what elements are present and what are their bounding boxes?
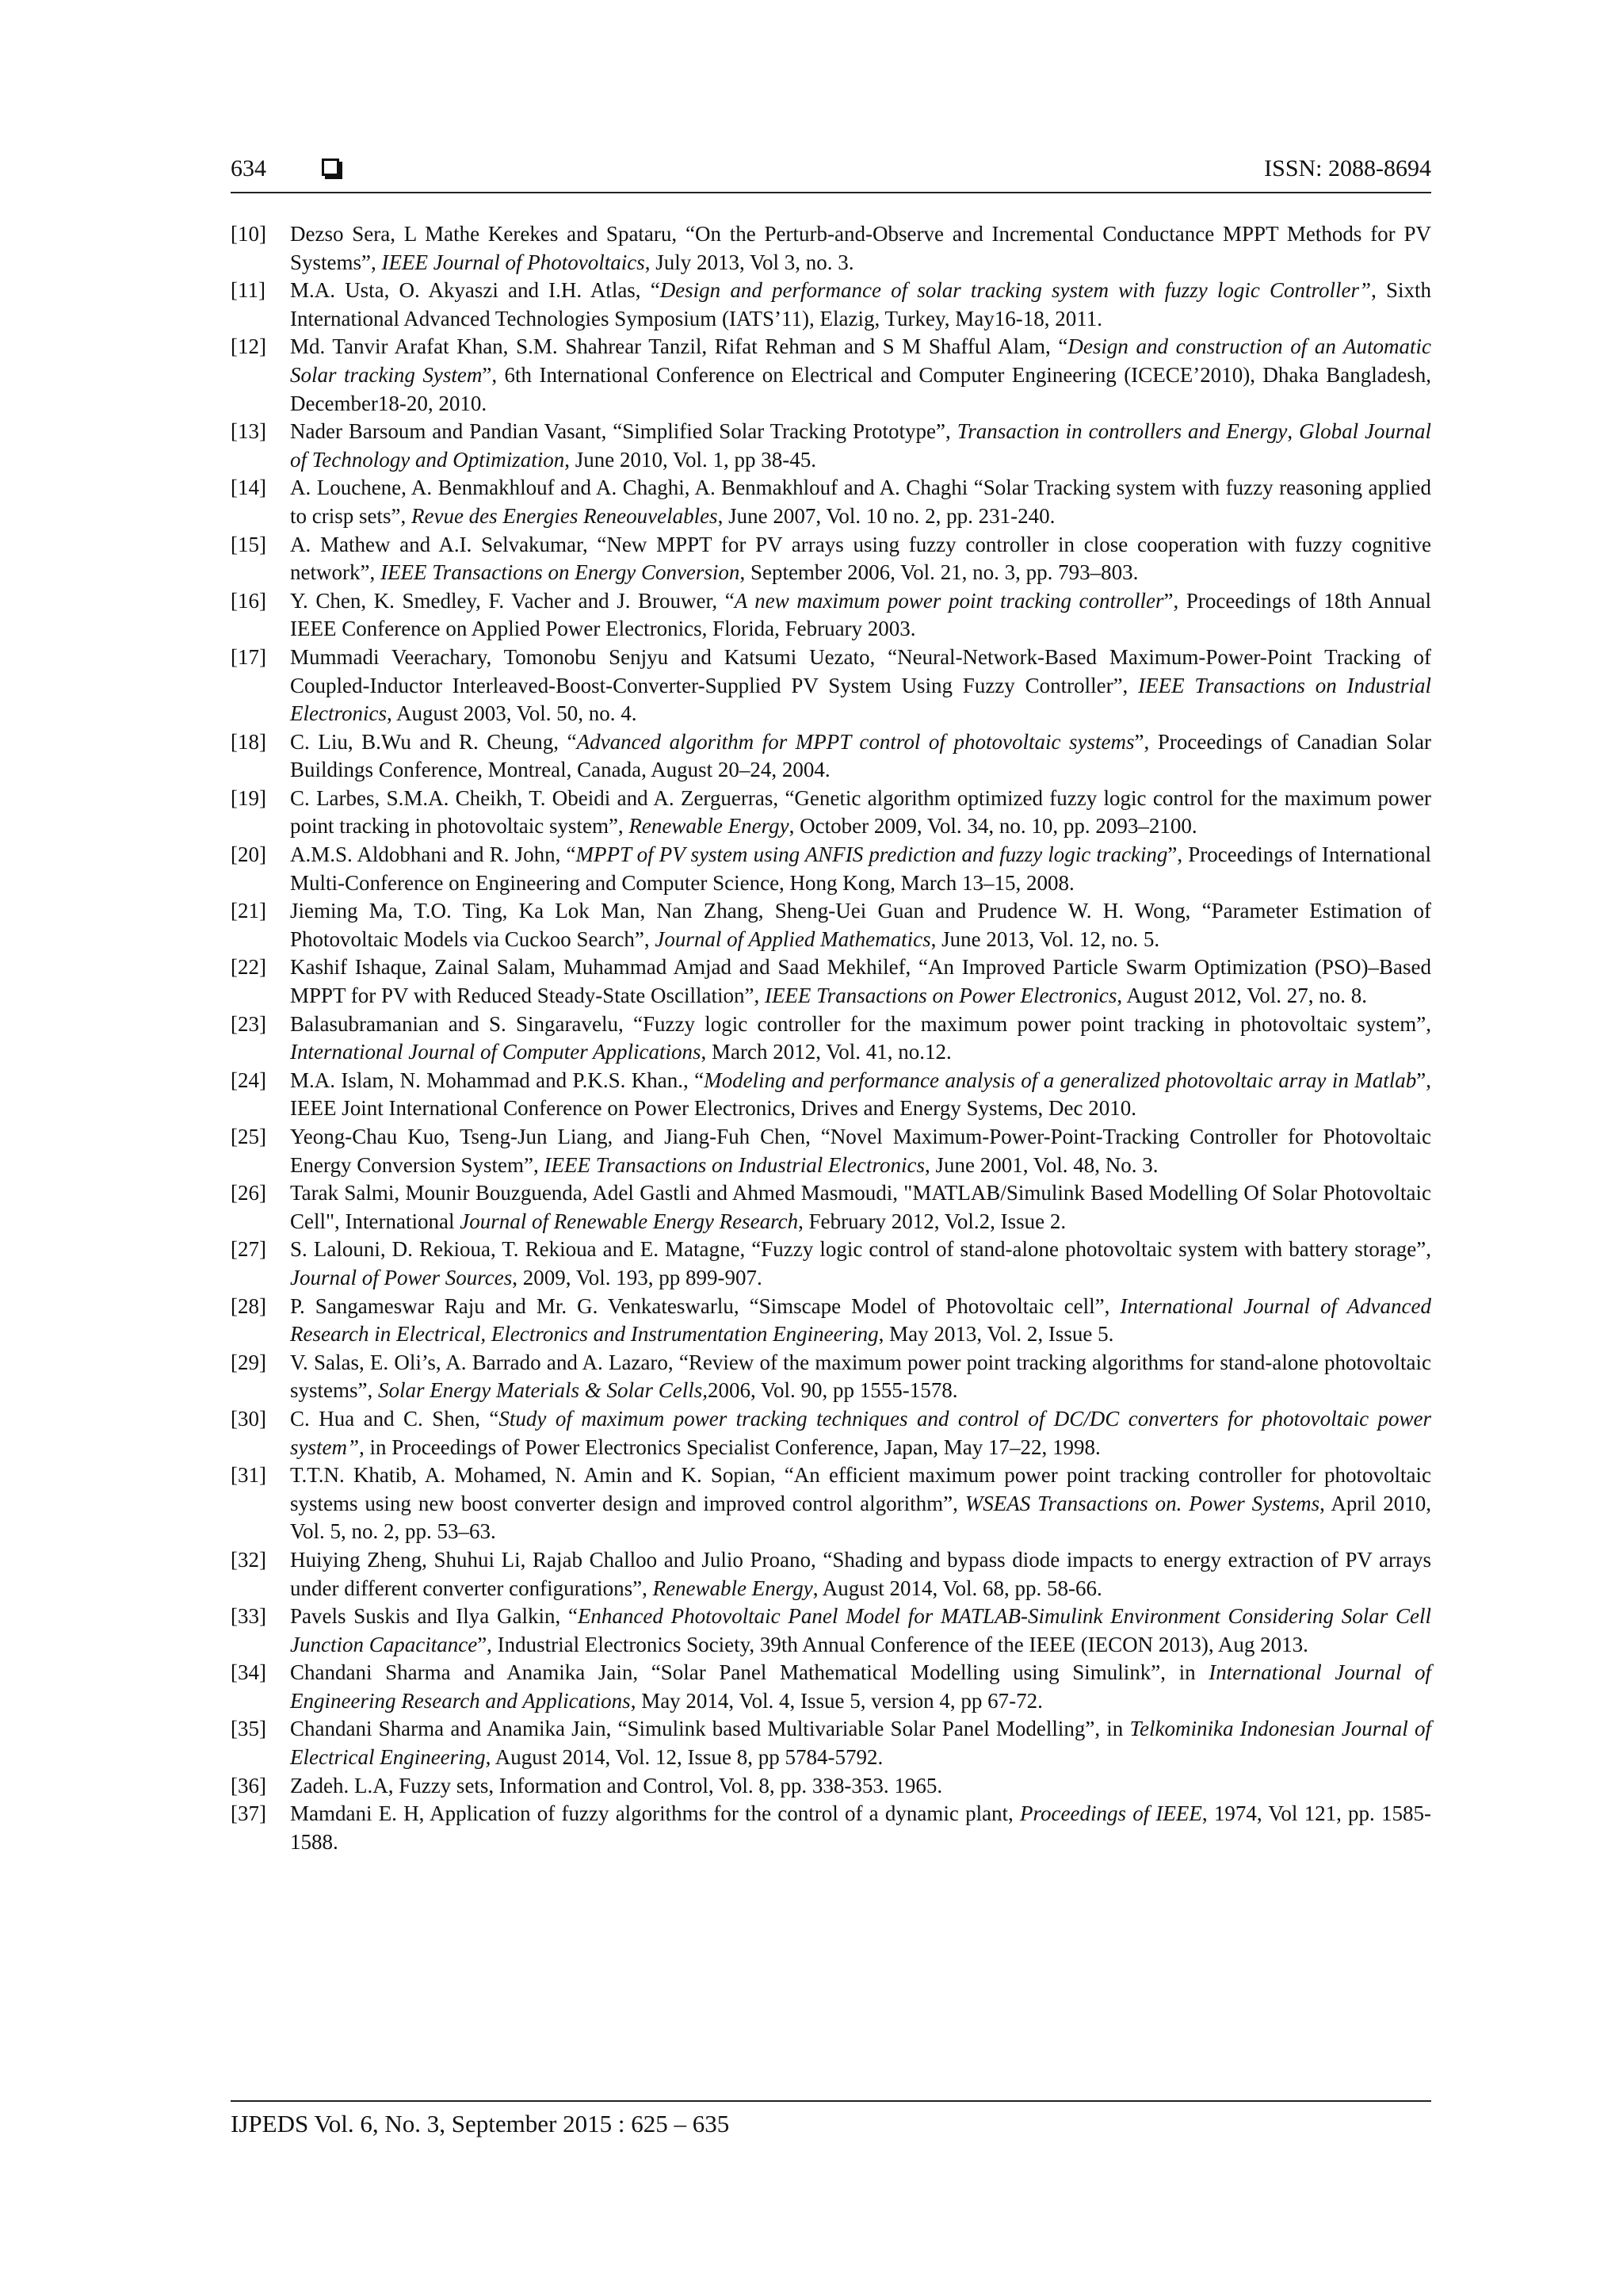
- reference-number: [16]: [231, 588, 266, 613]
- reference-text-segment: V. Salas, E. Oli’s, A. Barrado and A. Lazaro, “Review of the maximum power point tracking algorithms for stand-alone photovoltaic systems”,: [290, 1350, 1431, 1403]
- reference-text: [290, 1407, 1431, 1459]
- reference-text-segment: P. Sangameswar Raju and Mr. G. Venkateswarlu, “Simscape Model of Photovoltaic cell”,: [290, 1293, 1121, 1318]
- reference-item: [231, 1293, 1431, 1349]
- reference-number: [15]: [231, 532, 266, 556]
- reference-item: [231, 1405, 1431, 1461]
- reference-source-italic: IEEE Transactions on Industrial Electronics: [290, 673, 1432, 726]
- reference-source-italic: IEEE Journal of Photovoltaics: [381, 250, 645, 274]
- reference-source-italic: Journal of Power Sources: [290, 1265, 513, 1289]
- journal-citation: IJPEDS Vol. 6, No. 3, September 2015 : 625 – 635: [231, 2110, 730, 2137]
- reference-item: [231, 474, 1431, 530]
- reference-list: [231, 220, 1431, 1856]
- reference-text-segment: August 2014, Vol. 12, Issue 8, pp 5784-5792.: [491, 1745, 884, 1770]
- reference-source-italic: Design and performance of solar tracking system with fuzzy logic Controller”: [659, 278, 1372, 303]
- reference-source-italic: Renewable Energy: [652, 1576, 813, 1600]
- reference-text: [290, 222, 1431, 274]
- reference-text-segment: Kashif Ishaque, Zainal Salam, Muhammad Amjad and Saad Mekhilef, “An Improved Particle Swarm Optimization (PSO)–Based MPPT for PV with Reduced Steady-State Oscillation”,: [290, 955, 1431, 1008]
- reference-text: [290, 1801, 1431, 1854]
- reference-number: [11]: [231, 278, 265, 303]
- reference-item: [231, 1659, 1431, 1715]
- reference-source-italic: Transaction in controllers and Energy: [957, 419, 1288, 444]
- reference-text-segment: , July 2013, Vol 3, no. 3.: [644, 250, 854, 274]
- reference-text-segment: Chandani Sharma and Anamika Jain, “Simulink based Multivariable Solar Panel Modelling”, in: [290, 1717, 1130, 1741]
- reference-text: [290, 334, 1431, 415]
- reference-text-segment: ”, Industrial Electronics Society, 39th Annual Conference of the IEEE (IECON 2013), Aug 2013.: [477, 1632, 1308, 1656]
- reference-source-italic: Modeling and performance analysis of a generalized photovoltaic array in Matlab: [704, 1068, 1417, 1092]
- reference-text-segment: ”, Proceedings of 18th Annual IEEE Conference on Applied Power Electronics, Florida, February 2003.: [290, 588, 1431, 641]
- reference-text-segment: , June 2001, Vol. 48, No. 3.: [924, 1152, 1159, 1177]
- reference-item: [231, 1546, 1431, 1603]
- reference-number: [19]: [231, 785, 266, 810]
- reference-text-segment: Tarak Salmi, Mounir Bouzguenda, Adel Gastli and Ahmed Masmoudi, "MATLAB/Simulink Based Modelling Of Solar Photovoltaic Cell", International: [290, 1181, 1431, 1233]
- reference-number: [26]: [231, 1181, 266, 1205]
- reference-source-italic: IEEE Transactions on Industrial Electronics: [544, 1152, 925, 1177]
- reference-text-segment: Yeong-Chau Kuo, Tseng-Jun Liang, and Jiang-Fuh Chen, “Novel Maximum-Power-Point-Tracking Controller for Photovoltaic Energy Conversion System”,: [290, 1125, 1431, 1177]
- reference-number: [32]: [231, 1547, 266, 1572]
- reference-text: [290, 955, 1431, 1007]
- reference-text: [290, 842, 1431, 895]
- reference-item: [231, 1067, 1431, 1123]
- reference-source-italic: Enhanced Photovoltaic Panel Model for MATLAB-Simulink Environment Considering Solar Cell Junction Capacitance: [290, 1604, 1431, 1656]
- reference-number: [37]: [231, 1801, 266, 1826]
- reference-number: [23]: [231, 1011, 266, 1036]
- reference-number: [29]: [231, 1350, 266, 1374]
- reference-item: [231, 1010, 1431, 1067]
- reference-number: [24]: [231, 1068, 266, 1092]
- reference-text-segment: , May 2014, Vol. 4, Issue 5, version 4, pp 67-72.: [630, 1688, 1043, 1713]
- reference-text-segment: Balasubramanian and S. Singaravelu, “Fuzzy logic controller for the maximum power point tracking in photovoltaic system”,: [290, 1011, 1431, 1036]
- reference-text: [290, 1237, 1431, 1289]
- reference-text-segment: , 1974, Vol 121, pp. 1585-1588.: [290, 1801, 1431, 1854]
- reference-text-segment: Nader Barsoum and Pandian Vasant, “Simplified Solar Tracking Prototype”,: [290, 419, 957, 444]
- reference-number: [31]: [231, 1463, 266, 1488]
- reference-source-italic: Solar Energy Materials & Solar Cells,: [378, 1378, 708, 1403]
- reference-item: [231, 1236, 1431, 1292]
- reference-text-segment: , May 2013, Vol. 2, Issue 5.: [878, 1322, 1114, 1347]
- reference-item: [231, 531, 1431, 587]
- reference-source-italic: Study of maximum power tracking techniques and control of DC/DC converters for photovoltaic power system”,: [290, 1406, 1432, 1459]
- reference-text-segment: C. Larbes, S.M.A. Cheikh, T. Obeidi and A. Zerguerras, “Genetic algorithm optimized fuzzy logic control for the maximum power point tracking in photovoltaic system”,: [290, 785, 1431, 839]
- reference-item: [231, 1123, 1431, 1179]
- reference-text-segment: A. Mathew and A.I. Selvakumar, “New MPPT for PV arrays using fuzzy controller in close cooperation with fuzzy cognitive network”,: [290, 532, 1431, 585]
- page-footer: [231, 2100, 1431, 2138]
- reference-number: [36]: [231, 1773, 266, 1797]
- reference-text: [290, 1548, 1431, 1600]
- reference-item: [231, 333, 1431, 418]
- reference-source-italic: Telkominika Indonesian Journal of Electrical Engineering,: [290, 1717, 1431, 1770]
- reference-item: [231, 841, 1431, 897]
- reference-source-italic: Design and construction of an Automatic Solar tracking System: [290, 334, 1431, 387]
- reference-source-italic: Global Journal of Technology and Optimization: [290, 419, 1431, 472]
- reference-source-italic: WSEAS Transactions on. Power Systems: [964, 1491, 1320, 1515]
- reference-text-segment: ”, Proceedings of Canadian Solar Buildings Conference, Montreal, Canada, August 20–24, 2004.: [290, 729, 1431, 782]
- reference-number: [20]: [231, 842, 266, 867]
- reference-item: [231, 1349, 1431, 1405]
- reference-text-segment: ”, Proceedings of International Multi-Conference on Engineering and Computer Science, Hong Kong, March 13–15, 2008.: [290, 842, 1431, 895]
- reference-text-segment: , June 2007, Vol. 10 no. 2, pp. 231-240.: [717, 503, 1056, 528]
- reference-item: [231, 220, 1431, 277]
- reference-item: [231, 587, 1431, 644]
- reference-number: [21]: [231, 899, 266, 923]
- reference-text: [290, 589, 1431, 641]
- reference-text-segment: , February 2012, Vol.2, Issue 2.: [798, 1209, 1067, 1233]
- reference-text: [290, 278, 1431, 330]
- reference-item: [231, 953, 1431, 1010]
- reference-source-italic: International Journal of Advanced Research in Electrical, Electronics and Instrumentation Engineering: [290, 1293, 1431, 1347]
- reference-text: [290, 1294, 1431, 1347]
- reference-text-segment: , October 2009, Vol. 34, no. 10, pp. 2093–2100.: [789, 814, 1197, 839]
- reference-text: [290, 1660, 1431, 1713]
- reference-source-italic: A new maximum power point tracking controller: [734, 588, 1164, 613]
- reference-item: [231, 1179, 1431, 1236]
- reference-text: [290, 1604, 1431, 1656]
- reference-item: [231, 644, 1431, 728]
- reference-text: [290, 419, 1431, 472]
- reference-text-segment: , Sixth International Advanced Technologies Symposium (IATS’11), Elazig, Turkey, May16-18, 2011.: [290, 278, 1431, 330]
- reference-item: [231, 728, 1431, 785]
- reference-number: [35]: [231, 1717, 266, 1741]
- reference-item: [231, 1603, 1431, 1659]
- reference-number: [18]: [231, 729, 266, 754]
- reference-number: [30]: [231, 1406, 266, 1431]
- reference-text-segment: Jieming Ma, T.O. Ting, Ka Lok Man, Nan Zhang, Sheng-Uei Guan and Prudence W. H. Wong, “Parameter Estimation of Photovoltaic Models via Cuckoo Search”,: [290, 899, 1431, 951]
- reference-item: [231, 277, 1431, 333]
- reference-item: [231, 1461, 1431, 1546]
- reference-item: [231, 1800, 1431, 1856]
- reference-number: [25]: [231, 1125, 266, 1148]
- reference-text-segment: ,: [1287, 419, 1300, 444]
- reference-number: [34]: [231, 1660, 266, 1685]
- reference-item: [231, 785, 1431, 841]
- reference-text: [290, 1181, 1431, 1233]
- reference-number: [14]: [231, 476, 266, 500]
- reference-text-segment: C. Hua and C. Shen, “: [290, 1406, 499, 1431]
- reference-text-segment: Dezso Sera, L Mathe Kerekes and Spataru, “On the Perturb-and-Observe and Incremental Conductance MPPT Methods for PV Systems”,: [290, 222, 1431, 274]
- reference-text-segment: , March 2012, Vol. 41, no.12.: [701, 1040, 952, 1064]
- reference-text-segment: Mamdani E. H, Application of fuzzy algorithms for the control of a dynamic plant,: [290, 1801, 1021, 1826]
- reference-text-segment: , August 2012, Vol. 27, no. 8.: [1117, 984, 1367, 1008]
- reference-text: [290, 1463, 1431, 1543]
- reference-text-segment: C. Liu, B.Wu and R. Cheung, “: [290, 729, 577, 754]
- reference-text-segment: Chandani Sharma and Anamika Jain, “Solar Panel Mathematical Modelling using Simulink”, in: [290, 1660, 1209, 1685]
- reference-text-segment: Pavels Suskis and Ilya Galkin, “: [290, 1604, 578, 1629]
- reference-text-segment: , 2009, Vol. 193, pp 899-907.: [512, 1265, 762, 1289]
- reference-text-segment: Mummadi Veerachary, Tomonobu Senjyu and Katsumi Uezato, “Neural-Network-Based Maximum-Power-Point Tracking of Coupled-Inductor Interleaved-Boost-Converter-Supplied PV System Using Fuzzy Controller”,: [290, 644, 1431, 697]
- reference-item: [231, 1772, 1431, 1801]
- reference-source-italic: Journal of Renewable Energy Research: [460, 1209, 799, 1233]
- reference-text-segment: in Proceedings of Power Electronics Specialist Conference, Japan, May 17–22, 1998.: [364, 1435, 1101, 1459]
- reference-number: [28]: [231, 1293, 266, 1318]
- reference-text-segment: 2006, Vol. 90, pp 1555-1578.: [707, 1378, 958, 1403]
- issn-label: ISSN: 2088-8694: [1264, 155, 1431, 181]
- reference-text-segment: , June 2010, Vol. 1, pp 38-45.: [564, 447, 817, 472]
- reference-number: [13]: [231, 419, 266, 444]
- reference-number: [10]: [231, 222, 266, 246]
- reference-text: [290, 645, 1431, 725]
- reference-source-italic: Renewable Energy: [628, 814, 789, 839]
- reference-text: [290, 730, 1431, 782]
- reference-text: [290, 476, 1431, 528]
- reference-source-italic: Proceedings of IEEE: [1020, 1801, 1202, 1826]
- reference-source-italic: Journal of Applied Mathematics: [655, 926, 931, 951]
- reference-item: [231, 897, 1431, 953]
- reference-source-italic: Revue des Energies Reneouvelables: [411, 503, 718, 528]
- reference-text: [290, 1717, 1431, 1769]
- reference-text-segment: , September 2006, Vol. 21, no. 3, pp. 793–803.: [739, 560, 1139, 585]
- reference-text-segment: Md. Tanvir Arafat Khan, S.M. Shahrear Tanzil, Rifat Rehman and S M Shafful Alam, “: [290, 334, 1068, 359]
- reference-text-segment: M.A. Usta, O. Akyaszi and I.H. Atlas, “: [290, 278, 660, 303]
- reference-text-segment: , April 2010, Vol. 5, no. 2, pp. 53–63.: [290, 1491, 1431, 1544]
- reference-number: [33]: [231, 1604, 266, 1629]
- reference-text-segment: A.M.S. Aldobhani and R. John, “: [290, 842, 576, 867]
- reference-text: [290, 1068, 1431, 1121]
- reference-text-segment: Zadeh. L.A, Fuzzy sets, Information and Control, Vol. 8, pp. 338-353. 1965.: [290, 1773, 943, 1797]
- reference-number: [17]: [231, 644, 266, 669]
- page-header: [231, 151, 1431, 193]
- reference-number: [27]: [231, 1237, 266, 1262]
- page-number: 634: [231, 155, 266, 181]
- reference-text-segment: Huiying Zheng, Shuhui Li, Rajab Challoo and Julio Proano, “Shading and bypass diode impacts to energy extraction of PV arrays under different converter configurations”,: [290, 1547, 1431, 1600]
- reference-text-segment: M.A. Islam, N. Mohammad and P.K.S. Khan., “: [290, 1068, 705, 1092]
- reference-item: [231, 1715, 1431, 1771]
- reference-text: [290, 533, 1431, 585]
- reference-text-segment: ”, 6th International Conference on Electrical and Computer Engineering (ICECE’2010), Dhaka Bangladesh, December18-20, 2010.: [290, 362, 1431, 415]
- reference-text-segment: S. Lalouni, D. Rekioua, T. Rekioua and E. Matagne, “Fuzzy logic control of stand-alone photovoltaic system with battery storage”,: [290, 1237, 1431, 1262]
- reference-text: [290, 786, 1431, 839]
- reference-text: [290, 1125, 1431, 1177]
- reference-number: [22]: [231, 955, 266, 980]
- reference-number: [12]: [231, 334, 266, 359]
- reference-text: [290, 1012, 1431, 1064]
- reference-source-italic: IEEE Transactions on Energy Conversion: [380, 560, 740, 585]
- reference-source-italic: MPPT of PV system using ANFIS prediction and fuzzy logic tracking: [575, 842, 1168, 867]
- reference-source-italic: IEEE Transactions on Power Electronics: [764, 984, 1117, 1008]
- reference-text-segment: Y. Chen, K. Smedley, F. Vacher and J. Brouwer, “: [290, 588, 735, 613]
- reference-text: [290, 1350, 1431, 1403]
- reference-text-segment: T.T.N. Khatib, A. Mohamed, N. Amin and K. Sopian, “An efficient maximum power point tracking controller for photovoltaic systems using new boost converter design and improved control algorithm”,: [290, 1463, 1431, 1515]
- reference-text-segment: A. Louchene, A. Benmakhlouf and A. Chaghi, A. Benmakhlouf and A. Chaghi “Solar Tracking system with fuzzy reasoning applied to crisp sets”,: [290, 476, 1431, 528]
- reference-source-italic: International Journal of Computer Applications: [290, 1040, 701, 1064]
- reference-source-italic: Advanced algorithm for MPPT control of photovoltaic systems: [576, 729, 1135, 754]
- reference-text-segment: , June 2013, Vol. 12, no. 5.: [930, 926, 1160, 951]
- reference-item: [231, 418, 1431, 474]
- reference-text-segment: ”, IEEE Joint International Conference on Power Electronics, Drives and Energy Systems, Dec 2010.: [290, 1068, 1431, 1121]
- reference-source-italic: International Journal of Engineering Research and Applications: [290, 1660, 1431, 1713]
- square-bullet-icon: [322, 159, 339, 176]
- reference-text: [290, 1774, 942, 1797]
- reference-text-segment: , August 2003, Vol. 50, no. 4.: [386, 701, 637, 726]
- reference-text: [290, 899, 1431, 951]
- reference-text-segment: , August 2014, Vol. 68, pp. 58-66.: [812, 1576, 1102, 1600]
